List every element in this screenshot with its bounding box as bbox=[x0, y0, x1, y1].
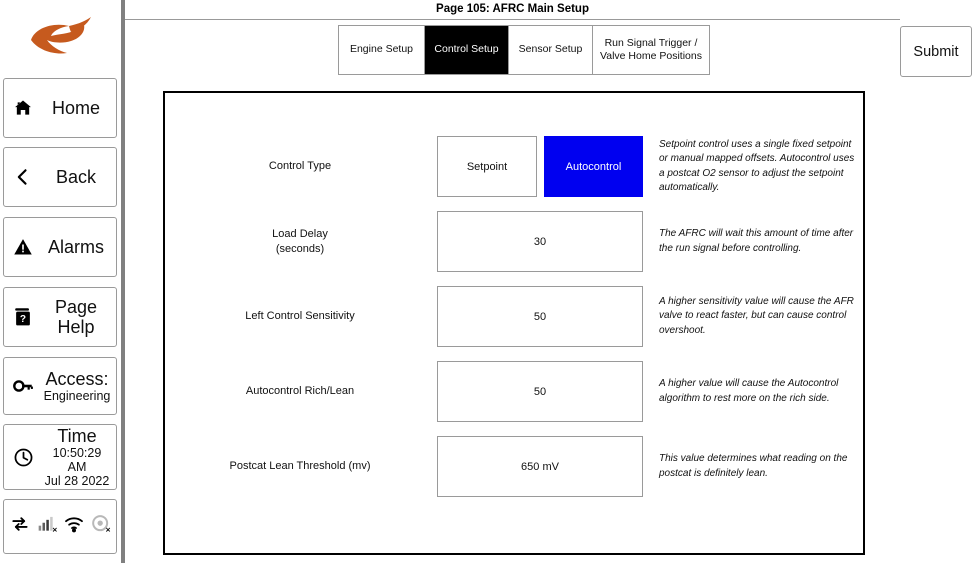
field-autocontrol-rich-lean[interactable]: 50 bbox=[437, 361, 643, 422]
sidebar-item-alarms-label: Alarms bbox=[47, 236, 104, 257]
svg-text:×: × bbox=[51, 524, 57, 535]
main-area bbox=[125, 0, 959, 563]
svg-text:?: ? bbox=[19, 313, 27, 325]
svg-text:×: × bbox=[105, 524, 110, 535]
sidebar-item-home-labels bbox=[42, 98, 116, 118]
sidebar-item-page-help[interactable] bbox=[3, 287, 117, 347]
setting-label-load-delay-line1: Load Delay bbox=[272, 228, 328, 241]
sidebar-item-page-help-label: Page bbox=[54, 296, 98, 317]
setting-label-control-type: Control Type bbox=[268, 160, 332, 173]
tab-sensor-setup[interactable]: Sensor Setup bbox=[509, 26, 593, 74]
sidebar-item-access-label: Access: bbox=[45, 368, 109, 389]
setting-label-autocontrol-rich-lean: Autocontrol Rich/Lean bbox=[245, 385, 355, 398]
setting-description-left-control-sensitivity: A higher sensitivity value will cause the AFR valve to react faster, but can cause control overshoot. bbox=[659, 296, 854, 336]
satellite-off-icon[interactable] bbox=[91, 514, 111, 539]
setting-label-load-delay bbox=[175, 204, 425, 279]
setting-description-postcat-lean-threshold: This value determines what reading on the postcat is definitely lean. bbox=[659, 453, 848, 479]
app-logo bbox=[5, 4, 116, 72]
tab-run-signal-trigger[interactable] bbox=[593, 26, 709, 74]
network-exchange-icon[interactable] bbox=[10, 514, 30, 539]
sidebar-item-access[interactable] bbox=[3, 357, 117, 415]
clock-icon bbox=[4, 447, 42, 468]
page-title: Page 105: AFRC Main Setup bbox=[436, 3, 589, 15]
sidebar-item-time-labels bbox=[42, 426, 116, 488]
tab-strip bbox=[338, 25, 710, 75]
setting-description-control-type: Setpoint control uses a single fixed setpoint or manual mapped offsets. Autocontrol uses a postcat O2 sensor to adjust the setpoint automatically. bbox=[659, 139, 855, 193]
setting-row-postcat-lean-threshold bbox=[165, 429, 863, 504]
setting-description-autocontrol-rich-lean: A higher value will cause the Autocontrol algorithm to rest more on the rich side. bbox=[659, 378, 839, 404]
warning-triangle-icon bbox=[4, 237, 42, 257]
option-setpoint[interactable]: Setpoint bbox=[437, 136, 537, 197]
tab-run-line2: Valve Home Positions bbox=[600, 50, 702, 62]
page-help-icon bbox=[4, 306, 42, 328]
chevron-left-icon bbox=[4, 167, 42, 187]
sidebar-item-time-date: Jul 28 2022 bbox=[44, 474, 110, 489]
tab-engine-setup[interactable]: Engine Setup bbox=[339, 26, 425, 74]
field-postcat-lean-threshold[interactable]: 650 mV bbox=[437, 436, 643, 497]
setting-label-left-control-sensitivity: Left Control Sensitivity bbox=[245, 310, 355, 323]
sidebar-status-tray[interactable] bbox=[3, 499, 117, 554]
settings-panel bbox=[163, 91, 865, 555]
sidebar-item-time[interactable] bbox=[3, 424, 117, 490]
field-load-delay[interactable]: 30 bbox=[437, 211, 643, 272]
sidebar bbox=[0, 0, 120, 563]
field-left-control-sensitivity[interactable]: 50 bbox=[437, 286, 643, 347]
status-icons bbox=[4, 514, 116, 539]
setting-description-load-delay: The AFRC will wait this amount of time after the run signal before controlling. bbox=[659, 228, 854, 254]
tab-control-setup[interactable]: Control Setup bbox=[425, 26, 509, 74]
setting-row-load-delay bbox=[165, 204, 863, 279]
sidebar-item-back[interactable] bbox=[3, 147, 117, 207]
tab-run-line1: Run Signal Trigger / bbox=[604, 36, 698, 49]
key-icon bbox=[4, 375, 42, 397]
title-divider bbox=[125, 19, 900, 20]
setting-label-load-delay-line2: (seconds) bbox=[275, 242, 325, 255]
setting-row-control-type bbox=[165, 129, 863, 204]
swoosh-arrow-logo-icon bbox=[25, 16, 97, 60]
home-icon bbox=[4, 98, 42, 118]
sidebar-item-page-help-sublabel: Help bbox=[57, 317, 95, 337]
sidebar-item-alarms-labels bbox=[42, 237, 116, 257]
sidebar-item-home[interactable] bbox=[3, 78, 117, 138]
setting-row-autocontrol-rich-lean bbox=[165, 354, 863, 429]
sidebar-item-alarms[interactable] bbox=[3, 217, 117, 277]
setting-row-left-control-sensitivity bbox=[165, 279, 863, 354]
option-autocontrol[interactable]: Autocontrol bbox=[544, 136, 643, 197]
sidebar-item-time-clock: 10:50:29 AM bbox=[52, 446, 102, 475]
sidebar-item-back-labels bbox=[42, 167, 116, 187]
sidebar-item-back-label: Back bbox=[55, 166, 97, 187]
sidebar-item-access-labels bbox=[42, 369, 116, 403]
sidebar-item-access-sublabel: Engineering bbox=[43, 389, 111, 404]
sidebar-item-time-label: Time bbox=[57, 425, 97, 446]
submit-button[interactable]: Submit bbox=[900, 26, 972, 77]
cellular-signal-off-icon[interactable] bbox=[37, 514, 57, 539]
setting-label-postcat-lean-threshold: Postcat Lean Threshold (mv) bbox=[229, 460, 371, 473]
wifi-icon[interactable] bbox=[64, 514, 84, 539]
sidebar-item-page-help-labels bbox=[42, 297, 116, 337]
sidebar-item-home-label: Home bbox=[51, 97, 100, 118]
